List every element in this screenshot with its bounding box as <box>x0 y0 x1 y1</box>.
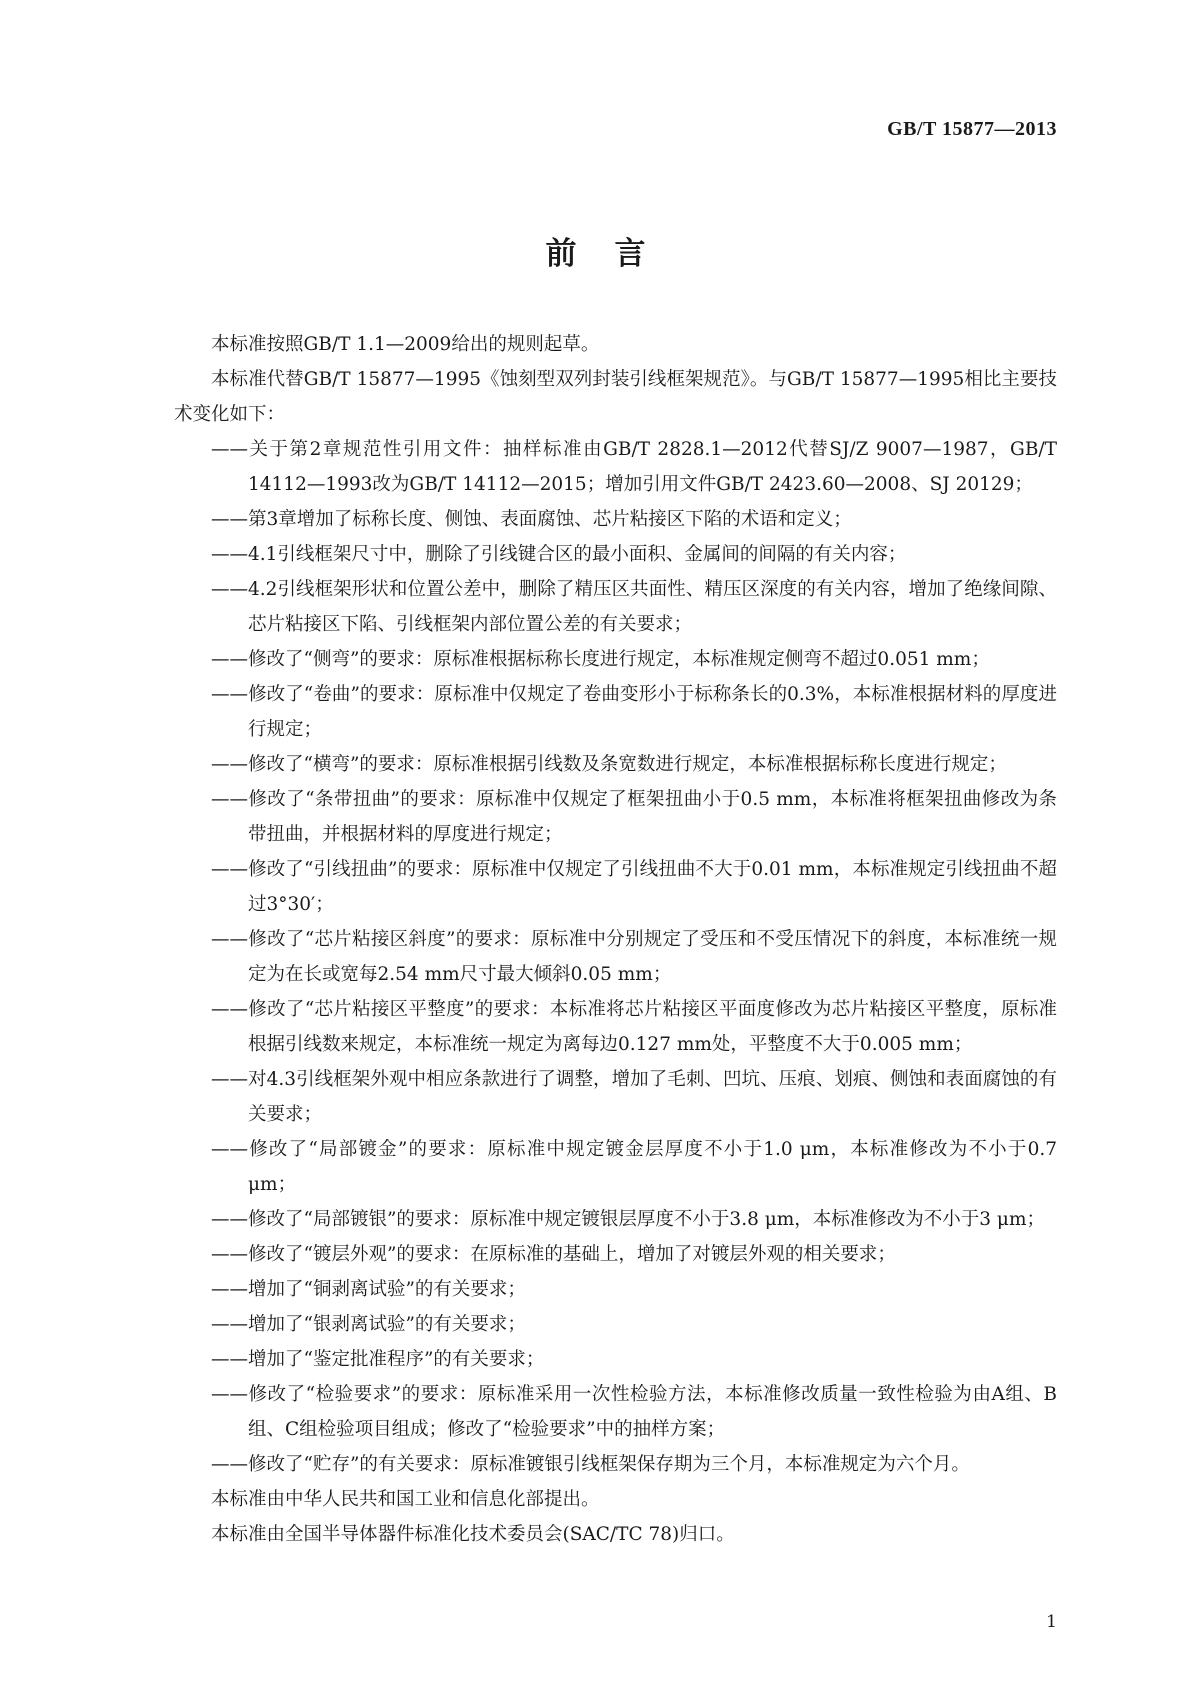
list-item: ——修改了“芯片粘接区平整度”的要求：本标准将芯片粘接区平面度修改为芯片粘接区平整度，原标准根据引线数来规定，本标准统一规定为离每边0.127 mm处，平整度不大于0.005 mm； <box>211 999 1057 1055</box>
list-item: ——关于第2章规范性引用文件：抽样标准由GB/T 2828.1—2012代替SJ/Z 9007—1987，GB/T 14112—1993改为GB/T 14112—2015；增加引用文件GB/T 2423.60—2008、SJ 20129； <box>211 439 1057 495</box>
list-item: ——4.2引线框架形状和位置公差中，删除了精压区共面性、精压区深度的有关内容，增加了绝缘间隙、芯片粘接区下陷、引线框架内部位置公差的有关要求； <box>211 579 1057 635</box>
paragraph: 本标准代替GB/T 15877—1995《蚀刻型双列封装引线框架规范》。与GB/T 15877—1995相比主要技术变化如下： <box>174 369 1057 425</box>
list-item: ——修改了“芯片粘接区斜度”的要求：原标准中分别规定了受压和不受压情况下的斜度，本标准统一规定为在长或宽每2.54 mm尺寸最大倾斜0.05 mm； <box>211 929 1057 985</box>
standard-code: GB/T 15877—2013 <box>887 118 1057 140</box>
paragraph: 本标准由全国半导体器件标准化技术委员会(SAC/TC 78)归口。 <box>211 1524 735 1545</box>
list-item: ——第3章增加了标称长度、侧蚀、表面腐蚀、芯片粘接区下陷的术语和定义； <box>211 509 852 530</box>
list-item: ——修改了“横弯”的要求：原标准根据引线数及条宽数进行规定，本标准根据标称长度进行规定； <box>211 754 1007 775</box>
list-item: ——修改了“检验要求”的要求：原标准采用一次性检验方法，本标准修改质量一致性检验为由A组、B组、C组检验项目组成；修改了“检验要求”中的抽样方案； <box>211 1384 1057 1440</box>
list-item: ——修改了“镀层外观”的要求：在原标准的基础上，增加了对镀层外观的相关要求； <box>211 1244 896 1265</box>
document-body <box>174 327 1057 1552</box>
list-item: ——增加了“鉴定批准程序”的有关要求； <box>211 1349 545 1370</box>
list-item: ——修改了“引线扭曲”的要求：原标准中仅规定了引线扭曲不大于0.01 mm，本标准规定引线扭曲不超过3°30′； <box>211 859 1057 915</box>
change-list <box>174 432 1057 1482</box>
list-item: ——4.1引线框架尺寸中，删除了引线键合区的最小面积、金属间的间隔的有关内容； <box>211 544 907 565</box>
list-item: ——修改了“局部镀金”的要求：原标准中规定镀金层厚度不小于1.0 μm，本标准修改为不小于0.7 μm； <box>211 1139 1057 1195</box>
page-number: 1 <box>1046 1612 1057 1632</box>
paragraph: 本标准按照GB/T 1.1—2009给出的规则起草。 <box>211 334 600 355</box>
list-item: ——修改了“卷曲”的要求：原标准中仅规定了卷曲变形小于标称条长的0.3%，本标准根据材料的厚度进行规定； <box>211 684 1057 740</box>
list-item: ——修改了“侧弯”的要求：原标准根据标称长度进行规定，本标准规定侧弯不超过0.051 mm； <box>211 649 990 670</box>
page-title: 前言 <box>545 236 684 272</box>
list-item: ——对4.3引线框架外观中相应条款进行了调整，增加了毛刺、凹坑、压痕、划痕、侧蚀和表面腐蚀的有关要求； <box>211 1069 1057 1125</box>
list-item: ——修改了“条带扭曲”的要求：原标准中仅规定了框架扭曲小于0.5 mm，本标准将框架扭曲修改为条带扭曲，并根据材料的厚度进行规定； <box>211 789 1057 845</box>
list-item: ——修改了“局部镀银”的要求：原标准中规定镀银层厚度不小于3.8 μm，本标准修改为不小于3 μm； <box>211 1209 1046 1230</box>
paragraph: 本标准由中华人民共和国工业和信息化部提出。 <box>211 1489 600 1510</box>
list-item: ——增加了“铜剥离试验”的有关要求； <box>211 1279 526 1300</box>
list-item: ——修改了“贮存”的有关要求：原标准镀银引线框架保存期为三个月，本标准规定为六个月。 <box>211 1454 970 1475</box>
list-item: ——增加了“银剥离试验”的有关要求； <box>211 1314 526 1335</box>
